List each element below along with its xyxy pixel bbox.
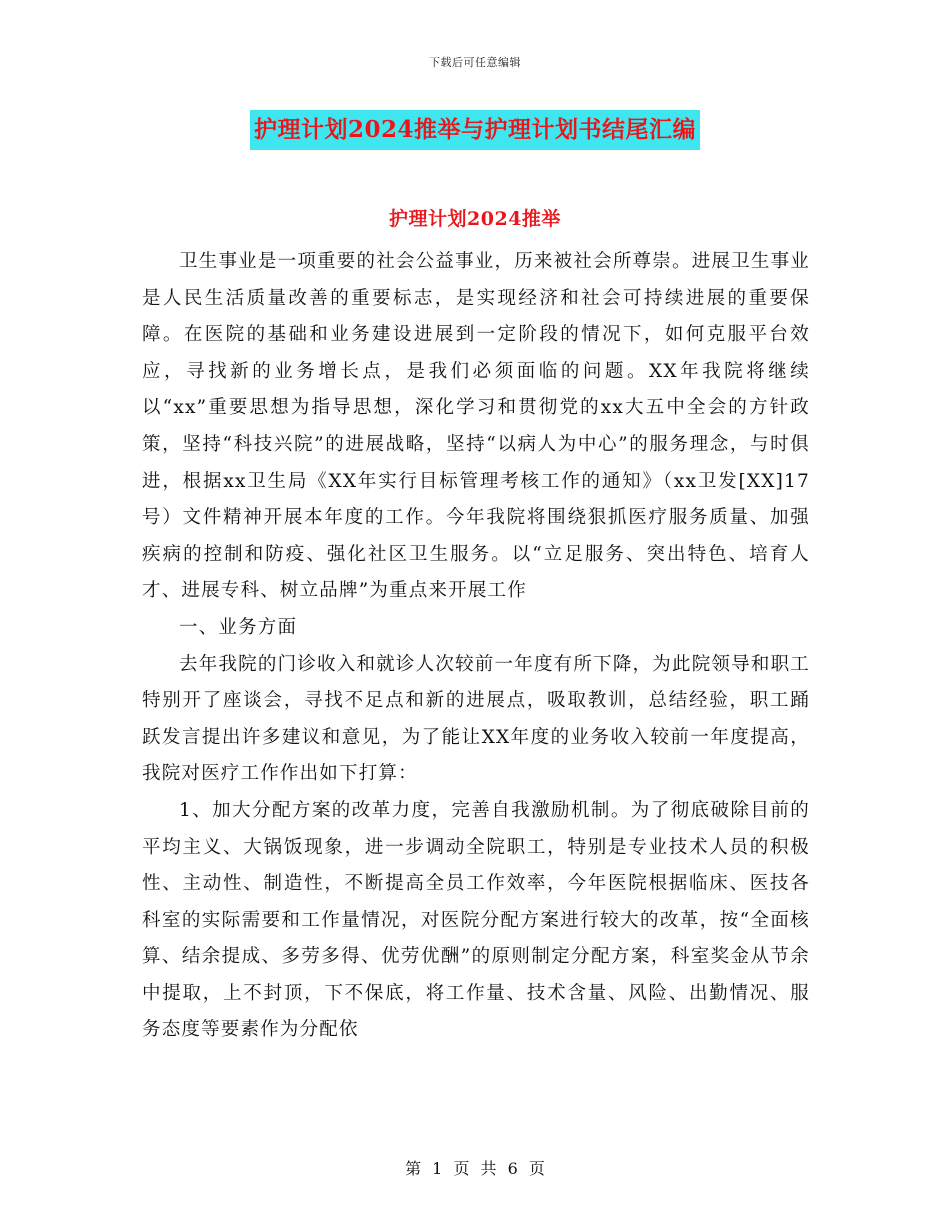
document-body [142,244,810,1049]
paragraph-business-review: 去年我院的门诊收入和就诊人次较前一年度有所下降，为此院领导和职工特别开了座谈会，寻找不足点和新的进展点，吸取教训，总结经验，职工踊跃发言提出许多建议和意见，为了能让XX年度的业务收入较前一年度提高，我院对医疗工作作出如下打算： [142,653,810,785]
header-note: 下载后可任意编辑 [429,56,521,69]
paragraph-distribution-reform: 1、加大分配方案的改革力度，完善自我激励机制。为了彻底破除目前的平均主义、大锅饭现象，进一步调动全院职工，特别是专业技术人员的积极性、主动性、制造性，不断提高全员工作效率，今年医院根据临床、医技各科室的实际需要和工作量情况，对医院分配方案进行较大的改革，按“全面核算、结余提成、多劳多得、优劳优酬”的原则制定分配方案，科室奖金从节余中提取，上不封顶，下不保底，将工作量、技术含量、风险、出勤情况、服务态度等要素作为分配依 [142,799,810,1041]
page-number-footer: 第 1 页 共 6 页 [405,1159,545,1178]
paragraph-heading-business: 一、业务方面 [179,616,298,638]
document-title-wrap [0,110,950,150]
document-title: 护理计划2024推举与护理计划书结尾汇编 [250,110,700,150]
paragraph-intro: 卫生事业是一项重要的社会公益事业，历来被社会所尊崇。进展卫生事业是人民生活质量改善的重要标志，是实现经济和社会可持续进展的重要保障。在医院的基础和业务建设进展到一定阶段的情况下，如何克服平台效应，寻找新的业务增长点，是我们必须面临的问题。XX年我院将继续以“xx”重要思想为指导思想，深化学习和贯彻党的xx大五中全会的方针政策，坚持“科技兴院”的进展战略，坚持“以病人为中心”的服务理念，与时俱进，根据xx卫生局《XX年实行目标管理考核工作的通知》（xx卫发[XX]17号）文件精神开展本年度的工作。今年我院将围绕狠抓医疗服务质量、加强疾病的控制和防疫、强化社区卫生服务。以“立足服务、突出特色、培育人才、进展专科、树立品牌”为重点来开展工作 [142,251,810,602]
section-title: 护理计划2024推举 [389,208,561,230]
